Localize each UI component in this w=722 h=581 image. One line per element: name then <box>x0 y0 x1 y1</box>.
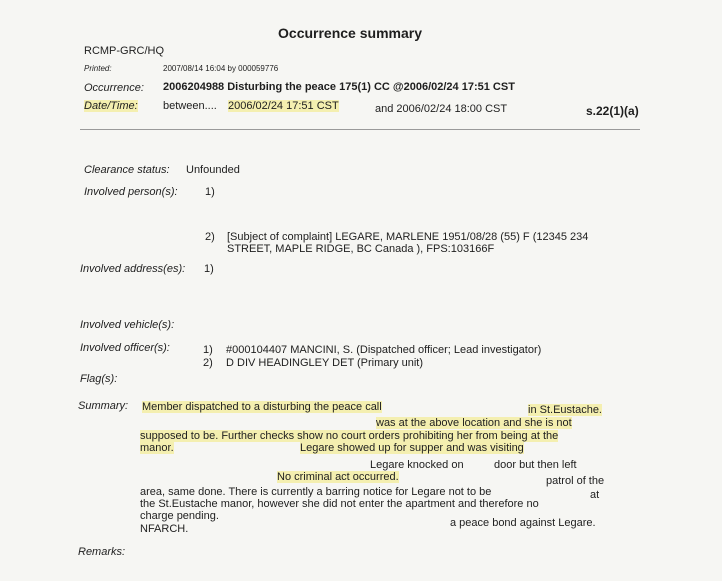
persons-label: Involved person(s): <box>84 186 178 198</box>
summary-line-5a: Legare knocked on <box>370 459 464 471</box>
occurrence-label: Occurrence: <box>84 82 144 94</box>
addresses-label: Involved address(es): <box>80 263 186 275</box>
summary-line-6b: patrol of the <box>546 475 605 487</box>
summary-line-5b: door but then left <box>494 459 577 471</box>
summary-line-1a: Member dispatched to a disturbing the peace call <box>142 401 382 413</box>
officer-1-number: 1) <box>203 344 213 356</box>
document-title: Occurrence summary <box>278 25 422 41</box>
summary-line-10a: a peace bond against Legare. <box>450 517 596 529</box>
summary-line-6a: No criminal act occurred. <box>277 471 399 483</box>
datetime-between: between.... <box>163 100 217 112</box>
printed-label: Printed: <box>84 64 112 73</box>
printed-value: 2007/08/14 16:04 by 000059776 <box>163 64 279 73</box>
flags-label: Flag(s): <box>80 373 118 385</box>
summary-line-2: was at the above location and she is not <box>376 417 572 429</box>
datetime-label: Date/Time: <box>84 100 138 112</box>
summary-line-4b: Legare showed up for supper and was visiting <box>300 442 524 454</box>
summary-line-8: the St.Eustache manor, however she did not enter the apartment and therefore no <box>140 498 539 510</box>
summary-line-7a: area, same done. There is currently a barring notice for Legare not to be <box>140 486 492 498</box>
summary-line-10b: NFARCH. <box>140 523 189 535</box>
summary-line-3: supposed to be. Further checks show no court orders prohibiting her from being at the <box>140 430 559 442</box>
person-2-number: 2) <box>205 231 215 243</box>
exemption-code: s.22(1)(a) <box>586 104 639 118</box>
officers-label: Involved officer(s): <box>80 342 170 354</box>
header-divider <box>80 129 640 130</box>
officer-1-text: #000104407 MANCINI, S. (Dispatched officer; Lead investigator) <box>226 344 542 356</box>
clearance-value: Unfounded <box>186 164 240 176</box>
person-1-number: 1) <box>205 186 215 198</box>
summary-line-9: charge pending. <box>140 510 219 522</box>
summary-line-7b: at <box>590 489 600 501</box>
officer-2-text: D DIV HEADINGLEY DET (Primary unit) <box>226 357 424 369</box>
clearance-label: Clearance status: <box>84 164 170 176</box>
datetime-end: and 2006/02/24 18:00 CST <box>375 103 508 115</box>
organization: RCMP-GRC/HQ <box>84 45 165 57</box>
officer-2-number: 2) <box>203 357 213 369</box>
summary-line-4a: manor. <box>140 442 174 454</box>
datetime-start: 2006/02/24 17:51 CST <box>228 100 339 112</box>
summary-line-1b: in St.Eustache. <box>528 404 602 416</box>
vehicles-label: Involved vehicle(s): <box>80 319 175 331</box>
person-2-line2: STREET, MAPLE RIDGE, BC Canada ), FPS:103166F <box>227 243 495 255</box>
address-1-number: 1) <box>204 263 214 275</box>
occurrence-value: 2006204988 Disturbing the peace 175(1) CC @2006/02/24 17:51 CST <box>163 81 515 93</box>
person-2-line1: [Subject of complaint] LEGARE, MARLENE 1951/08/28 (55) F (12345 234 <box>227 231 589 243</box>
remarks-label: Remarks: <box>78 546 126 558</box>
summary-label: Summary: <box>78 400 129 412</box>
